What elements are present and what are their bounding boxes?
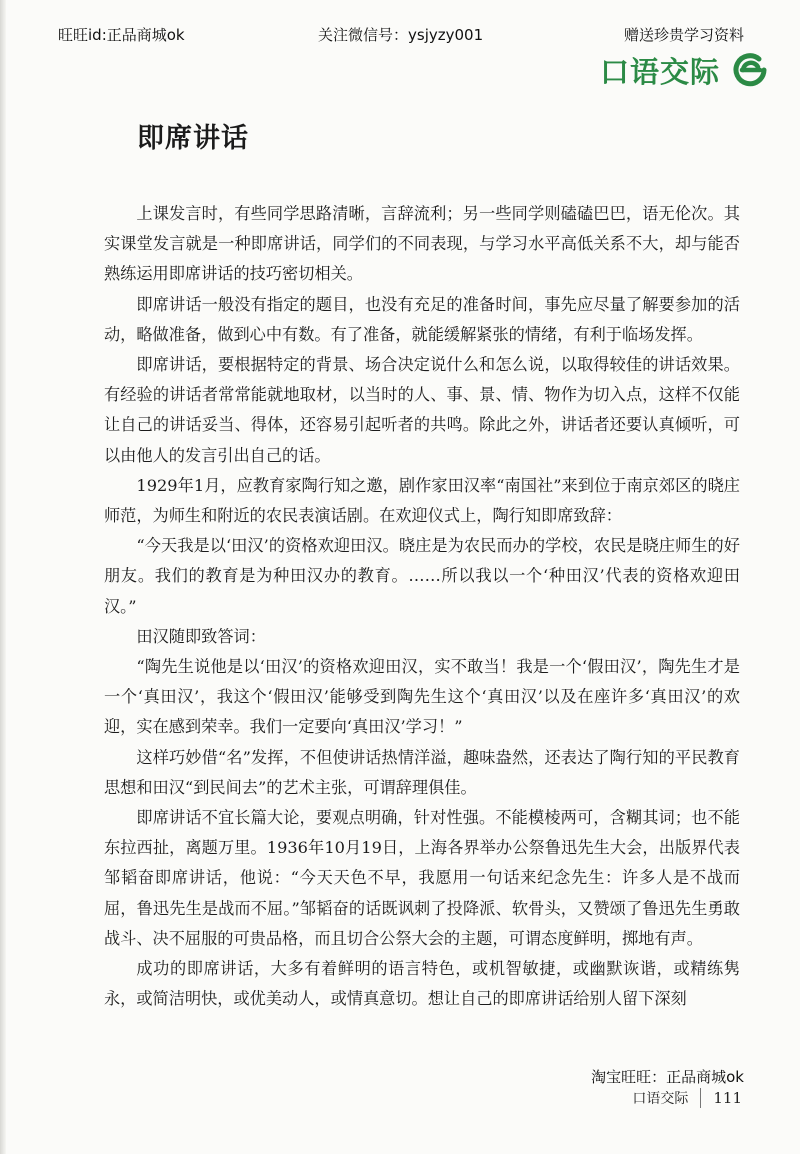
- paragraph: 成功的即席讲话，大多有着鲜明的语言特色，或机智敏捷，或幽默诙谐，或精练隽永，或简洁明快，或优美动人，或情真意切。想让自己的即席讲话给别人留下深刻: [104, 959, 740, 1009]
- section-banner-title: 口语交际: [599, 54, 720, 89]
- quote-paragraph: “今天我是以‘田汉’的资格欢迎田汉。晓庄是为农民而办的学校，农民是晓庄师生的好朋友。我们的教育是为种田汉办的教育。……所以我以一个‘种田汉’代表的资格欢迎田汉。”: [104, 536, 740, 616]
- page-number: 111: [713, 1089, 742, 1107]
- paragraph: 即席讲话，要根据特定的背景、场合决定说什么和怎么说，以取得较佳的讲话效果。有经验的讲话者常常能就地取材，以当时的人、事、景、情、物作为切入点，这样不仅能让自己的讲话妥当、得体，还容易引起听者的共鸣。除此之外，讲话者还要认真倾听，可以由他人的发言引出自己的话。: [104, 355, 740, 465]
- header-center-note: 关注微信号：ysjyzy001: [318, 26, 484, 44]
- page-title: 即席讲话: [137, 123, 249, 154]
- speech-logo-icon: [730, 50, 770, 90]
- taobao-note: 淘宝旺旺：正品商城ok: [591, 1068, 744, 1086]
- footer-divider: [700, 1088, 701, 1108]
- paragraph: 1929年1月，应教育家陶行知之邀，剧作家田汉率“南国社”来到位于南京郊区的晓庄师范，为师生和附近的农民表演话剧。在欢迎仪式上，陶行知即席致辞：: [104, 475, 740, 526]
- quote-paragraph: “陶先生说他是以‘田汉’的资格欢迎田汉，实不敢当！我是一个‘假田汉’，陶先生才是一个‘真田汉’，我这个‘假田汉’能够受到陶先生这个‘真田汉’以及在座许多‘真田汉’的欢迎，实在感到荣幸。我们一定要向‘真田汉’学习！”: [104, 657, 740, 737]
- page-footer: [632, 1088, 742, 1108]
- header-left-note: 旺旺id:正品商城ok: [58, 26, 185, 44]
- scan-edge: [0, 0, 6, 1154]
- paragraph: 这样巧妙借“名”发挥，不但使讲话热情洋溢，趣味盎然，还表达了陶行知的平民教育思想和田汉“到民间去”的艺术主张，可谓辞理俱佳。: [104, 747, 740, 797]
- article-body: [104, 199, 740, 1014]
- paragraph: 田汉随即致答词：: [136, 626, 266, 646]
- paragraph: 上课发言时，有些同学思路清晰，言辞流利；另一些同学则磕磕巴巴，语无伦次。其实课堂发言就是一种即席讲话，同学们的不同表现，与学习水平高低关系不大，却与能否熟练运用即席讲话的技巧密切相关。: [104, 204, 740, 284]
- section-banner: [600, 50, 770, 90]
- footer-section-label: 口语交际: [632, 1091, 689, 1107]
- paragraph: 即席讲话不宜长篇大论，要观点明确，针对性强。不能模棱两可，含糊其词；也不能东拉西扯，离题万里。1936年10月19日，上海各界举办公祭鲁迅先生大会，出版界代表邹韬奋即席讲话，他说：“今天天色不早，我愿用一句话来纪念先生：许多人是不战而屈，鲁迅先生是战而不屈。”邹韬奋的话既讽刺了投降派、软骨头，又赞颂了鲁迅先生勇敢战斗、决不屈服的可贵品格，而且切合公祭大会的主题，可谓态度鲜明，掷地有声。: [104, 808, 740, 948]
- paragraph: 即席讲话一般没有指定的题目，也没有充足的准备时间，事先应尽量了解要参加的活动，略做准备，做到心中有数。有了准备，就能缓解紧张的情绪，有利于临场发挥。: [104, 294, 740, 344]
- header-right-note: 赠送珍贵学习资料: [623, 26, 744, 44]
